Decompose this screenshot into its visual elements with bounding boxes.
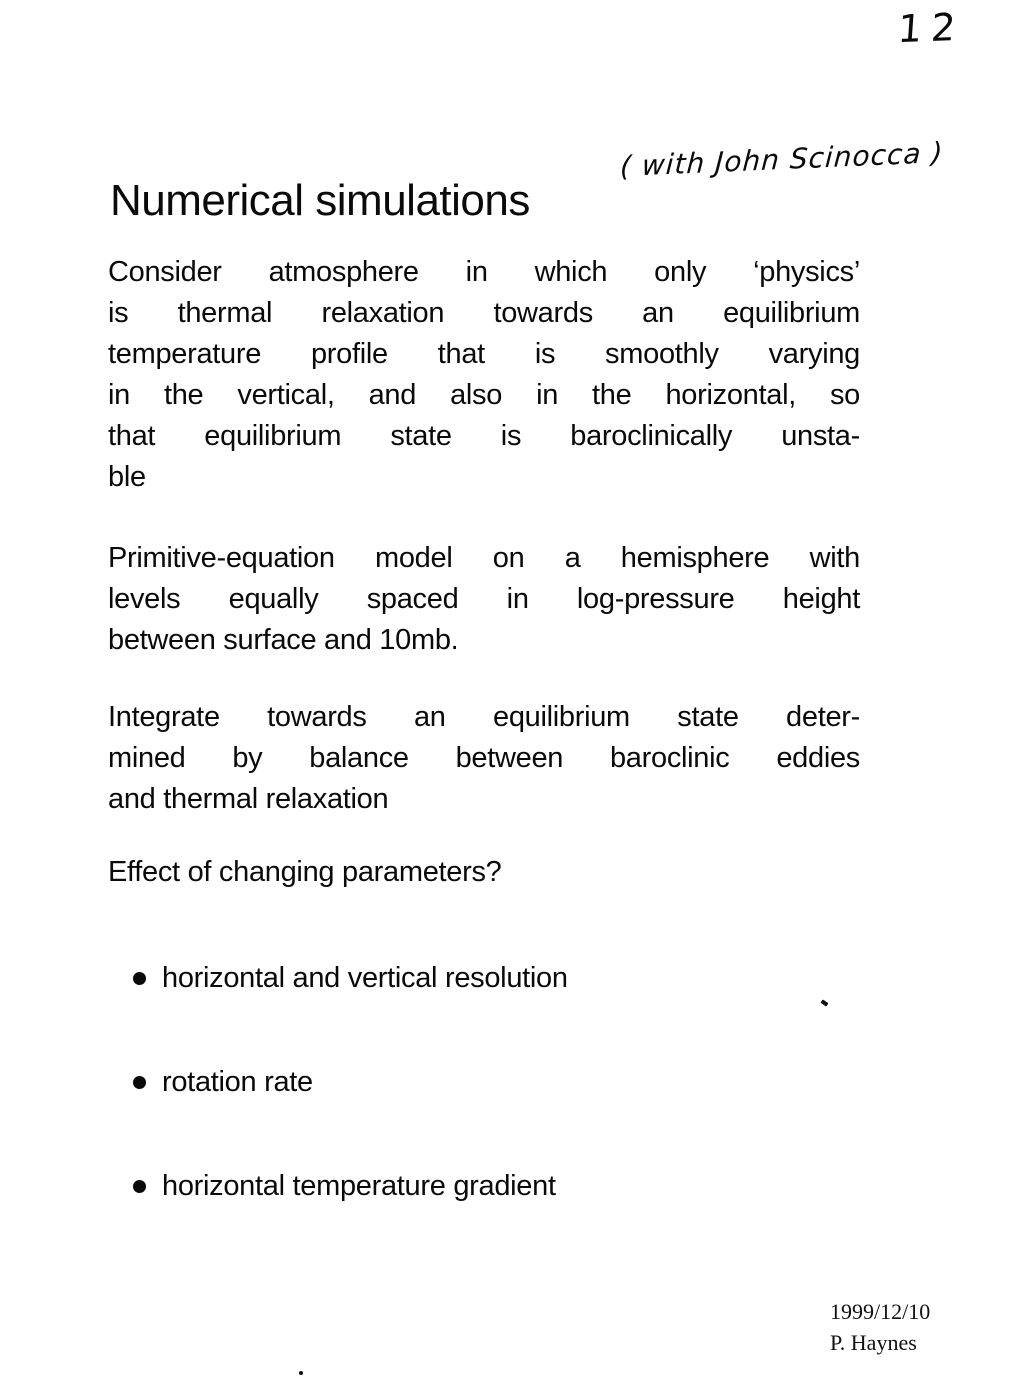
bullet-item-resolution	[133, 958, 568, 999]
footer-credit	[830, 1296, 930, 1358]
paragraph-line: in the vertical, and also in the horizontal, so	[108, 379, 860, 411]
paragraph-line: Integrate towards an equilibrium state deter-	[108, 701, 860, 733]
paragraph-line: and thermal relaxation	[108, 783, 389, 815]
footer-author: P. Haynes	[830, 1330, 917, 1355]
paragraph-primitive-equation-model	[108, 538, 860, 661]
scan-artifact-dot	[820, 999, 828, 1006]
bullet-label: horizontal temperature gradient	[162, 1170, 556, 1202]
bullet-label: horizontal and vertical resolution	[162, 962, 568, 994]
scan-artifact-dot	[299, 1371, 303, 1375]
paragraph-line: that equilibrium state is baroclinically unsta-	[108, 420, 860, 452]
handwritten-annotation: ( with John Scinocca )	[619, 135, 945, 184]
paragraph-line: Primitive-equation model on a hemisphere with	[108, 542, 860, 574]
paragraph-consider-atmosphere	[108, 252, 860, 498]
paragraph-integrate-towards-equilibrium	[108, 697, 860, 820]
bullet-icon	[133, 1076, 146, 1089]
paragraph-line: ble	[108, 461, 146, 493]
paragraph-line: temperature profile that is smoothly varying	[108, 338, 860, 370]
bullet-item-temperature-gradient	[133, 1166, 556, 1207]
bullet-label: rotation rate	[162, 1066, 313, 1098]
handwritten-page-number: 12	[896, 4, 967, 52]
question-effect-of-changing-parameters: Effect of changing parameters?	[108, 856, 502, 888]
page-title: Numerical simulations	[110, 176, 530, 225]
paragraph-line: between surface and 10mb.	[108, 624, 459, 656]
bullet-item-rotation-rate	[133, 1062, 313, 1103]
footer-date: 1999/12/10	[830, 1299, 931, 1324]
paragraph-line: Consider atmosphere in which only ‘physics’	[108, 256, 860, 288]
paragraph-line: is thermal relaxation towards an equilibrium	[108, 297, 860, 329]
paragraph-line: levels equally spaced in log-pressure height	[108, 583, 860, 615]
bullet-icon	[133, 1180, 146, 1193]
paragraph-line: mined by balance between baroclinic eddies	[108, 742, 860, 774]
bullet-icon	[133, 972, 146, 985]
